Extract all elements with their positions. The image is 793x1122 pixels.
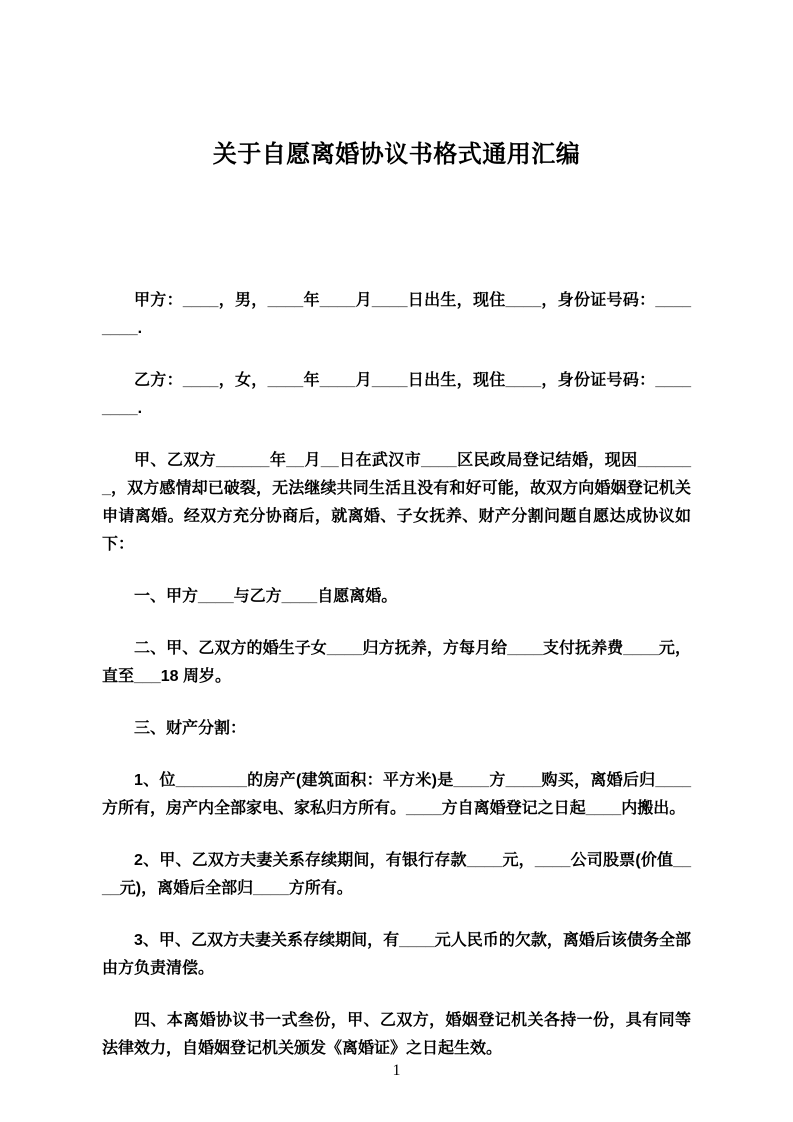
clause-two-custody: 二、甲、乙双方的婚生子女____归方抚养，方每月给____支付抚养费____元，直至___18 周岁。: [102, 640, 691, 685]
paragraph-party-b: 乙方：____，女，____年____月____日出生，现住____，身份证号码：________.: [102, 372, 691, 417]
paragraph-party-a: 甲方：____，男，____年____月____日出生，现住____，身份证号码：________.: [102, 292, 691, 337]
clause-three-item-2-deposits-stocks: 2、甲、乙双方夫妻关系存续期间，有银行存款____元，____公司股票(价值____元)，离婚后全部归____方所有。: [102, 852, 691, 897]
clause-three-property-heading: 三、财产分割：: [134, 720, 247, 737]
clause-three-item-1-house: 1、位________的房产(建筑面积：平方米)是____方____购买，离婚后归____方所有，房产内全部家电、家私归方所有。____方自离婚登记之日起____内搬出。: [102, 772, 691, 817]
clause-one-divorce: 一、甲方____与乙方____自愿离婚。: [134, 588, 398, 605]
document-title: 关于自愿离婚协议书格式通用汇编: [212, 141, 581, 168]
paragraph-preamble: 甲、乙双方______年__月__日在武汉市____区民政局登记结婚，现因_______，双方感情却已破裂，无法继续共同生活且没有和好可能，故双方向婚姻登记机关申请离婚。经双方充分协商后，就离婚、子女抚养、财产分割问题自愿达成协议如下：: [102, 452, 691, 553]
clause-four-effectiveness: 四、本离婚协议书一式叁份，甲、乙双方，婚姻登记机关各持一份，具有同等法律效力，自婚姻登记机关颁发《离婚证》之日起生效。: [102, 1012, 691, 1057]
clause-three-item-3-debts: 3、甲、乙双方夫妻关系存续期间，有____元人民币的欠款，离婚后该债务全部由方负责清偿。: [102, 932, 691, 977]
page-number: 1: [392, 1062, 401, 1079]
